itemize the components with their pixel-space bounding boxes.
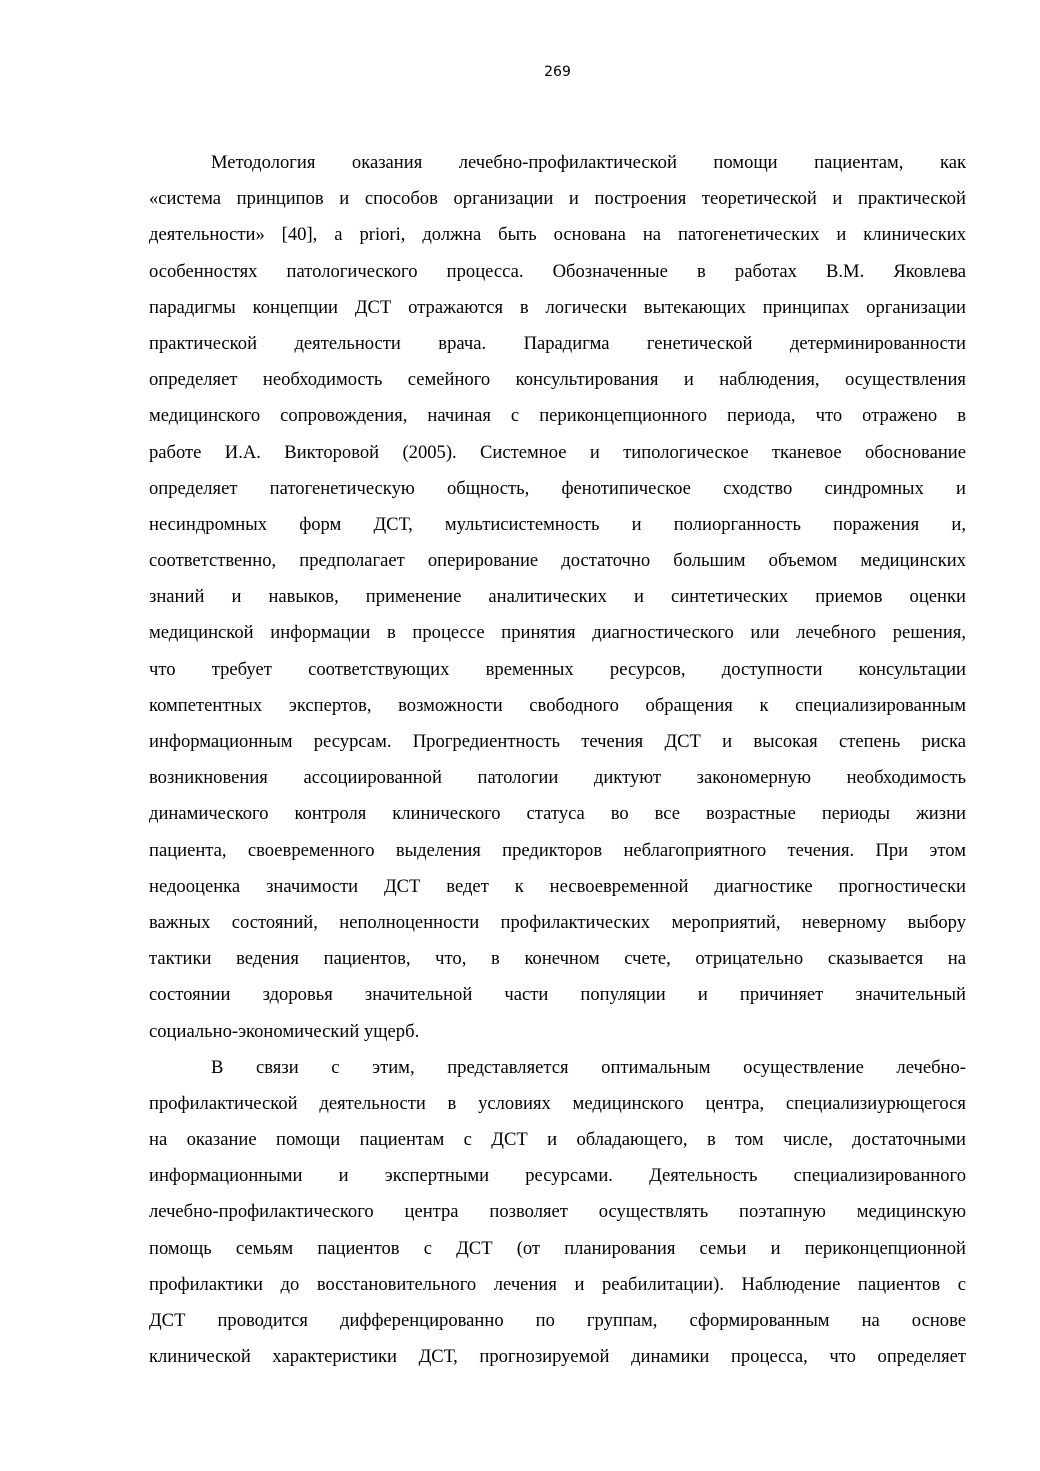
text-line: работе И.А. Викторовой (2005). Системное и типологическое тканевое обоснование: [149, 441, 966, 463]
text-line: недооценка значимости ДСТ ведет к несвоевременной диагностике прогностически: [149, 875, 966, 897]
text-line: профилактики до восстановительного лечения и реабилитации). Наблюдение пациентов с: [149, 1273, 966, 1295]
text-line: Методология оказания лечебно-профилактической помощи пациентам, как: [211, 152, 966, 173]
text-line: помощь семьям пациентов с ДСТ (от планирования семьи и периконцепционной: [149, 1237, 966, 1259]
text-line: медицинского сопровождения, начиная с периконцепционного периода, что отражено в: [149, 405, 966, 427]
text-line: клинической характеристики ДСТ, прогнозируемой динамики процесса, что определяет: [149, 1346, 966, 1368]
text-line: социально-экономический ущерб.: [149, 1020, 420, 1042]
text-line: медицинской информации в процессе принятия диагностического или лечебного решения,: [149, 622, 966, 644]
text-line: тактики ведения пациентов, что, в конечном счете, отрицательно сказывается на: [149, 948, 966, 970]
text-line: информационным ресурсам. Прогредиентность течения ДСТ и высокая степень риска: [149, 731, 966, 752]
body-text: [149, 145, 966, 1375]
text-line: особенностях патологического процесса. Обозначенные в работах В.М. Яковлева: [149, 260, 966, 282]
text-line: профилактической деятельности в условиях медицинского центра, специализиурющегося: [149, 1092, 966, 1114]
text-line: В связи с этим, представляется оптимальным осуществление лечебно-: [211, 1056, 966, 1078]
text-line: определяет патогенетическую общность, фенотипическое сходство синдромных и: [149, 477, 966, 499]
paragraph-1: [149, 145, 966, 1050]
paragraph-2: [149, 1050, 966, 1376]
text-line: соответственно, предполагает оперирование достаточно большим объемом медицинских: [149, 550, 966, 572]
text-line: знаний и навыков, применение аналитических и синтетических приемов оценки: [149, 586, 966, 608]
text-line: лечебно-профилактического центра позволяет осуществлять поэтапную медицинскую: [149, 1201, 966, 1223]
text-line: практической деятельности врача. Парадигма генетической детерминированности: [149, 332, 966, 354]
text-line: возникновения ассоциированной патологии диктуют закономерную необходимость: [149, 767, 966, 789]
text-line: деятельности» [40], а priori, должна быть основана на патогенетических и клинических: [149, 224, 966, 246]
text-line: «система принципов и способов организации и построения теоретической и практической: [149, 188, 966, 210]
text-line: ДСТ проводится дифференцированно по группам, сформированным на основе: [149, 1310, 966, 1331]
text-line: компетентных экспертов, возможности свободного обращения к специализированным: [149, 694, 966, 716]
text-line: информационными и экспертными ресурсами. Деятельность специализированного: [149, 1165, 966, 1187]
text-line: пациента, своевременного выделения предикторов неблагоприятного течения. При этом: [149, 839, 966, 861]
text-line: определяет необходимость семейного консультирования и наблюдения, осуществления: [149, 369, 966, 391]
text-line: на оказание помощи пациентам с ДСТ и обладающего, в том числе, достаточными: [149, 1129, 966, 1151]
text-line: динамического контроля клинического статуса во все возрастные периоды жизни: [149, 803, 966, 825]
page-number: 269: [544, 64, 571, 80]
text-line: состоянии здоровья значительной части популяции и причиняет значительный: [149, 984, 966, 1006]
text-line: что требует соответствующих временных ресурсов, доступности консультации: [149, 658, 966, 680]
text-line: важных состояний, неполноценности профилактических мероприятий, неверному выбору: [149, 911, 966, 933]
text-line: парадигмы концепции ДСТ отражаются в логически вытекающих принципах организации: [149, 296, 966, 318]
text-line: несиндромных форм ДСТ, мультисистемность и полиорганность поражения и,: [149, 513, 966, 535]
